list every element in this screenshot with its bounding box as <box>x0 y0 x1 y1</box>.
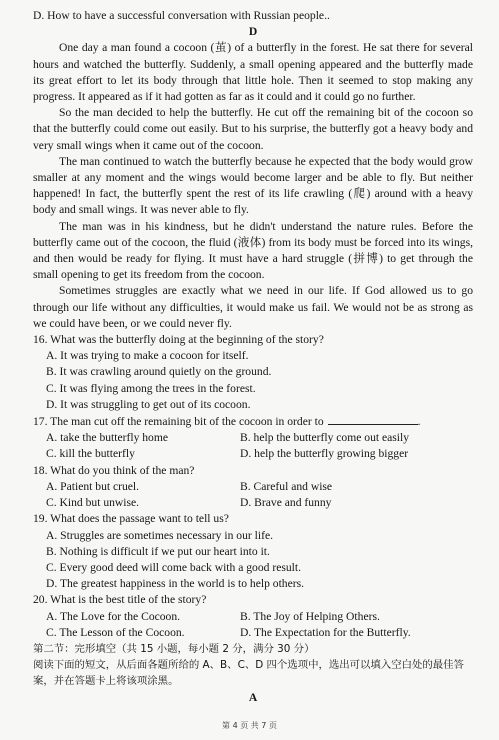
option-a: A. The Love for the Cocoon. <box>46 609 181 623</box>
question-16 <box>33 332 473 413</box>
passage-paragraph: So the man decided to help the butterfly. He cut off the remaining bit of the cocoon so that the butterfly could come out easily. But to his surprise, the butterfly got a heavy body and very small wings when it came out of the cocoon. <box>33 106 473 152</box>
question-stem-end: . <box>417 415 421 429</box>
question-stem: 19. What does the passage want to tell us? <box>33 512 229 526</box>
page-content <box>33 8 473 706</box>
option-row <box>33 609 473 625</box>
passage-paragraph: The man continued to watch the butterfly because he expected that the body would grow smaller at any moment and the wings would become larger and be able to fly. But neither happened! In fact, the butterfly spent the rest of its life crawling (爬) around with a heavy body and small wings. It was never able to fly. <box>33 154 473 217</box>
option-d: D. It was struggling to get out of its cocoon. <box>46 397 251 411</box>
option-b: B. The Joy of Helping Others. <box>240 609 380 623</box>
question-stem <box>33 413 473 430</box>
option-d: D. Brave and funny <box>240 496 332 510</box>
question-19 <box>33 511 473 592</box>
option-d: D. help the butterfly growing bigger <box>240 447 409 461</box>
option-b: B. It was crawling around quietly on the ground. <box>46 365 272 379</box>
question-stem: 20. What is the best title of the story? <box>33 593 207 607</box>
option-c: C. The Lesson of the Cocoon. <box>46 625 185 639</box>
passage-label: A <box>248 690 258 704</box>
section-heading: 第二节：完形填空（共 15 小题，每小题 2 分，满分 30 分） <box>33 642 315 655</box>
option-row <box>33 495 473 511</box>
option-c: C. Every good deed will come back with a good result. <box>46 560 302 574</box>
passage-paragraph: The man was in his kindness, but he didn't understand the nature rules. Before the butterfly came out of the cocoon, the fluid (液体) from its body must be forced into its wings, and then would be ready for flying. It must have a hard struggle (拼博) to get through the small opening to get its freedom from the cocoon. <box>33 219 473 282</box>
option-row <box>33 625 473 641</box>
option-a: A. Patient but cruel. <box>46 479 140 493</box>
page-number: 第 4 页 共 7 页 <box>222 721 277 730</box>
section-instructions: 阅读下面的短文，从后面各题所给的 A、B、C、D 四个选项中，选出可以填入空白处的最佳答案，并在答题卡上将该项涂黑。 <box>33 659 464 688</box>
previous-question-option: D. How to have a successful conversation with Russian people.. <box>33 9 330 22</box>
question-stem: 16. What was the butterfly doing at the beginning of the story? <box>33 333 324 347</box>
question-18 <box>33 463 473 512</box>
question-20 <box>33 592 473 641</box>
option-d: D. The Expectation for the Butterfly. <box>240 625 411 639</box>
option-row <box>33 479 473 495</box>
option-row <box>33 430 473 446</box>
option-b: B. help the butterfly come out easily <box>240 431 410 445</box>
passage-paragraph: Sometimes struggles are exactly what we need in our life. If God allowed us to go through our life without any difficulties, it would make us fail. We would not be as strong as we could have been, or we could never fly. <box>33 284 473 330</box>
option-a: A. It was trying to make a cocoon for itself. <box>46 349 249 363</box>
option-c: C. Kind but unwise. <box>46 496 140 510</box>
option-row <box>33 446 473 462</box>
cloze-section <box>33 641 473 706</box>
answer-blank <box>328 413 418 425</box>
passage-d <box>33 40 473 332</box>
option-d: D. The greatest happiness in the world is to help others. <box>46 577 305 591</box>
question-17 <box>33 413 473 463</box>
option-c: C. kill the butterfly <box>46 447 135 461</box>
option-c: C. It was flying among the trees in the forest. <box>46 381 256 395</box>
option-b: B. Nothing is difficult if we put our heart into it. <box>46 544 270 558</box>
question-stem: 18. What do you think of the man? <box>33 463 195 477</box>
option-a: A. Struggles are sometimes necessary in our life. <box>46 528 273 542</box>
question-stem-text: 17. The man cut off the remaining bit of the cocoon in order to <box>33 415 324 429</box>
passage-paragraph: One day a man found a cocoon (茧) of a butterfly in the forest. He sat there for several hours and watched the butterfly. Suddenly, a small opening appeared and the butterfly made its great effort to let its body through that little hole. Then it seemed to stop making any progress. It appeared as if it had gotten as far as it could and it could go no further. <box>33 41 473 104</box>
option-a: A. take the butterfly home <box>46 431 169 445</box>
option-b: B. Careful and wise <box>240 479 333 493</box>
passage-label: D <box>248 25 258 39</box>
